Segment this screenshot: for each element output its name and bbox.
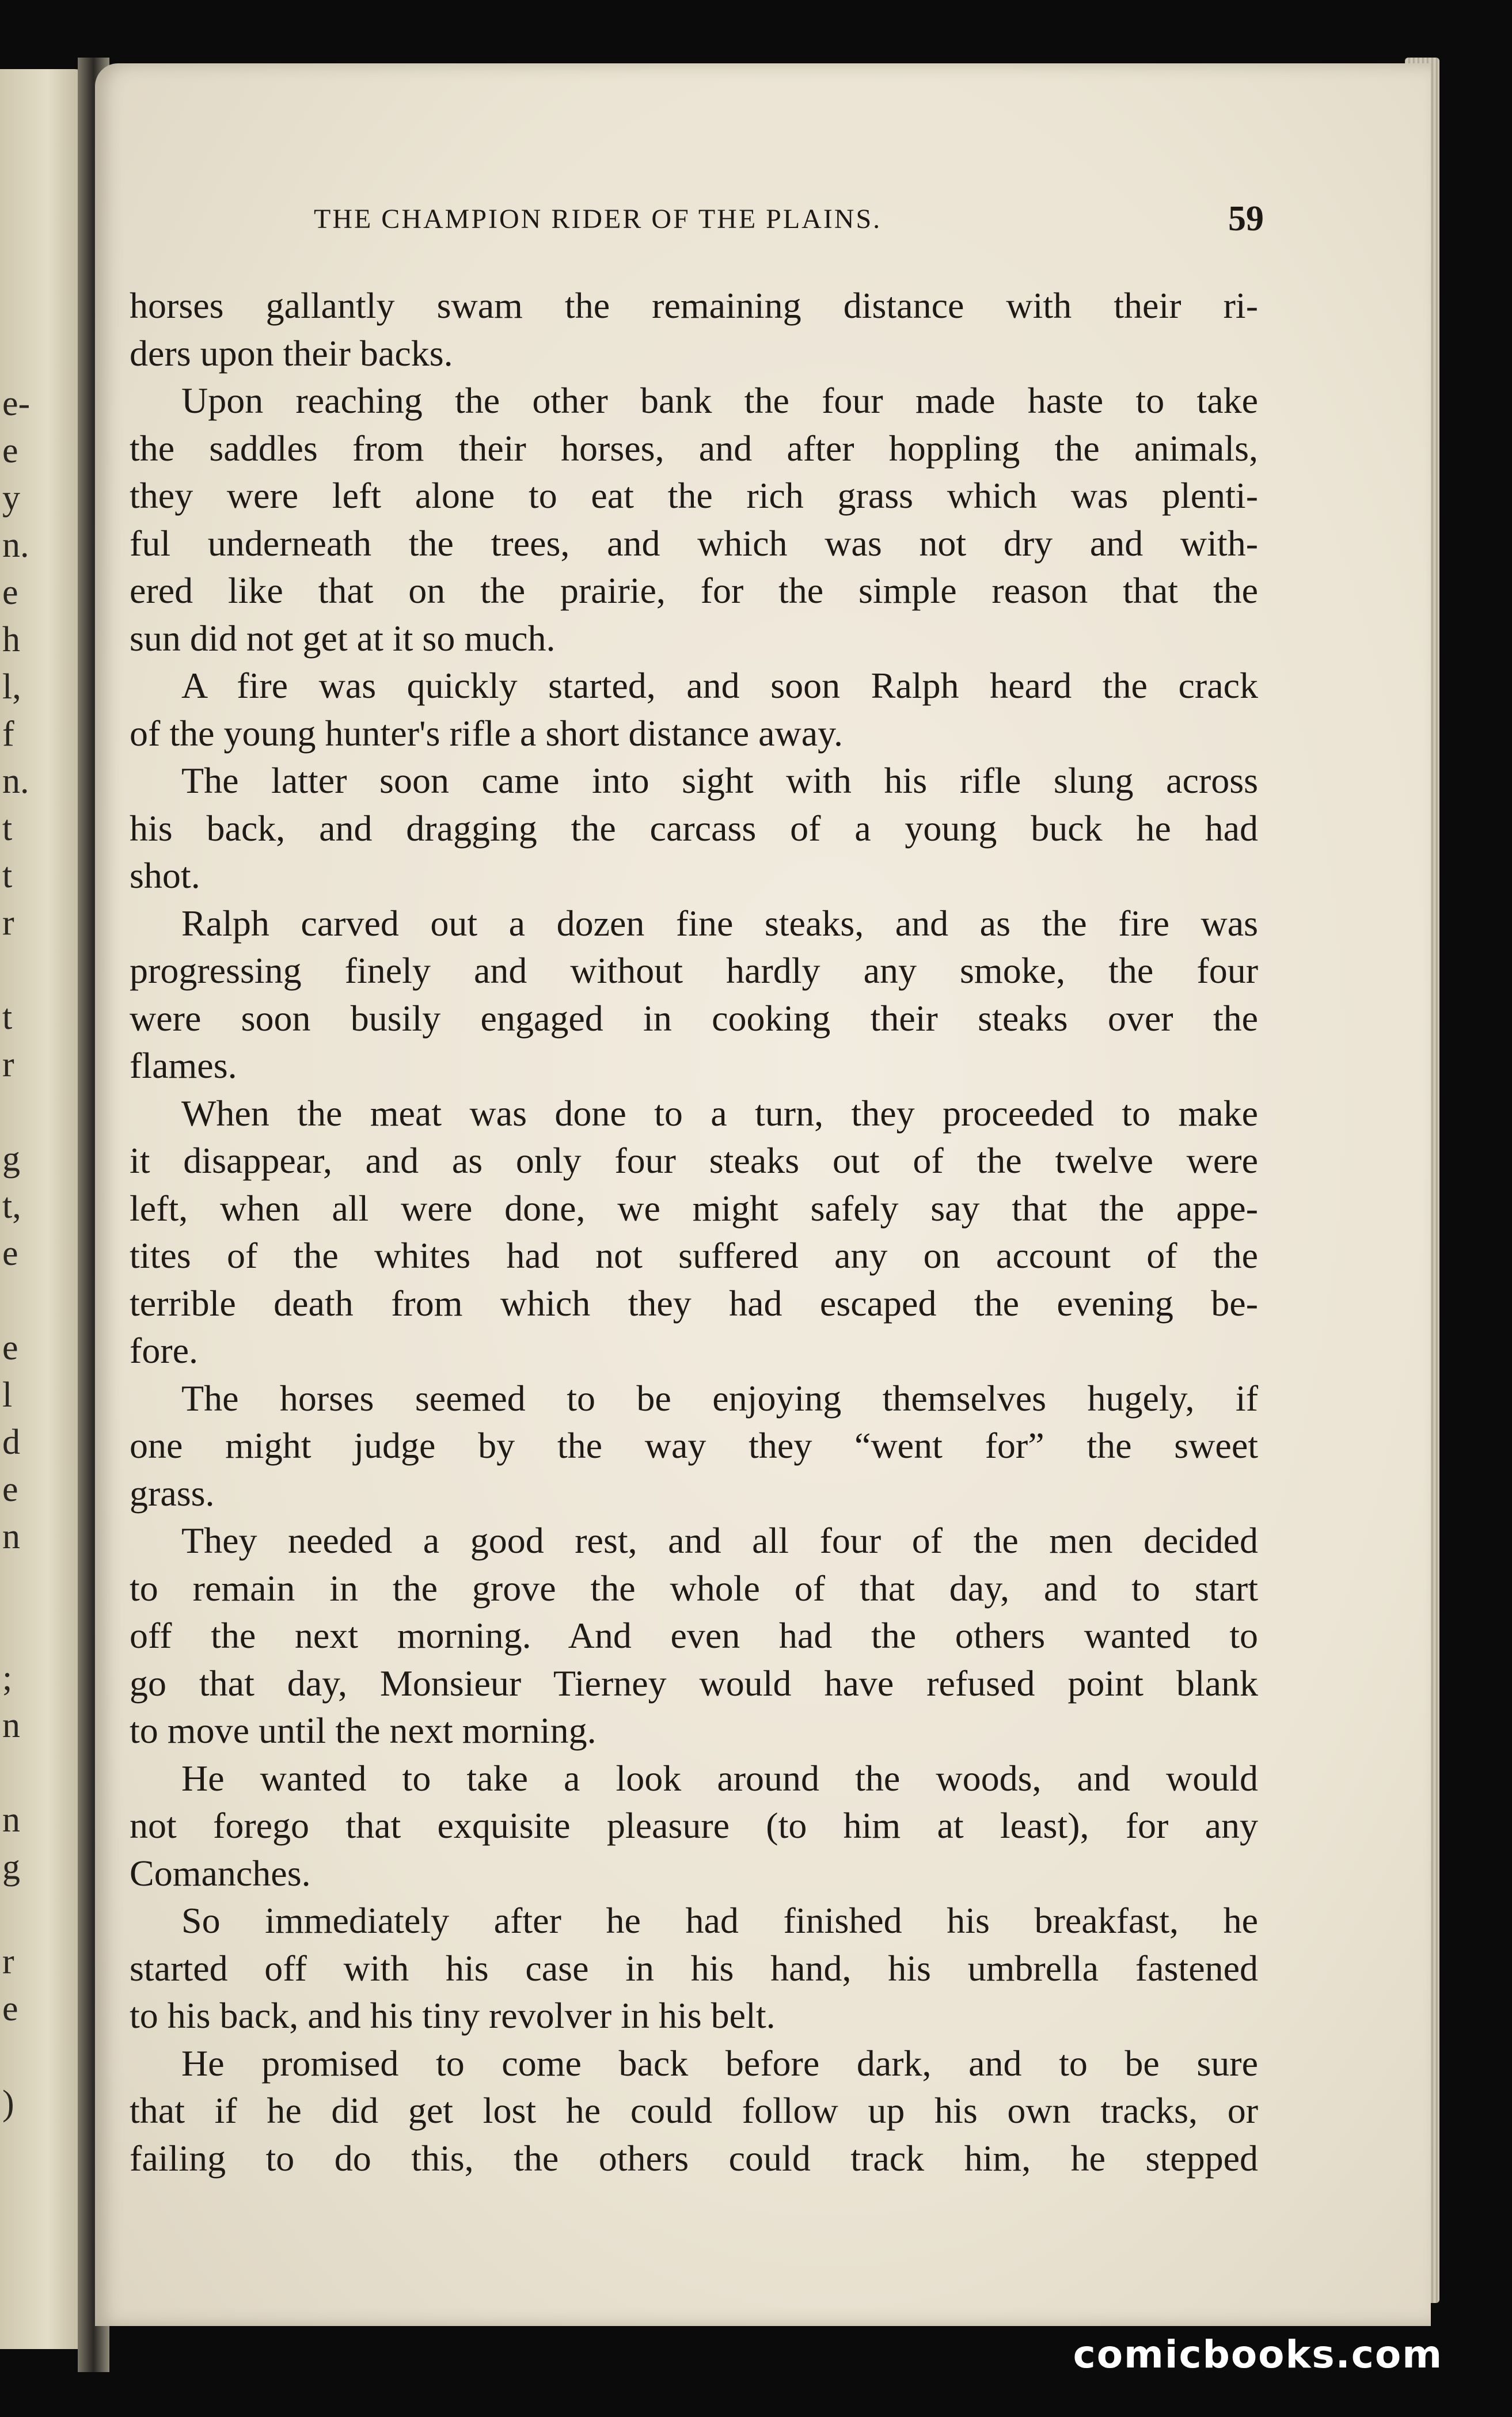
text-line: They needed a good rest, and all four of the men decided xyxy=(181,1520,1258,1561)
text-line: sun did not get at it so much. xyxy=(130,617,556,659)
facing-page-fragment: t, xyxy=(2,1187,21,1226)
text-line: flames. xyxy=(130,1045,237,1086)
running-head xyxy=(216,199,1264,245)
facing-page-fragment: ; xyxy=(2,1659,13,1698)
facing-page-fragment: r xyxy=(2,1045,14,1084)
facing-page-fragment xyxy=(2,1088,25,1135)
text-line: The horses seemed to be enjoying themselves hugely, if xyxy=(181,1377,1258,1419)
text-line: The latter soon came into sight with his rifle slung across xyxy=(181,760,1258,801)
facing-page-fragment: g xyxy=(2,1139,20,1179)
text-line: go that day, Monsieur Tierney would have refused point blank xyxy=(130,1662,1258,1704)
facing-page-fragment: e xyxy=(2,1234,18,1273)
facing-page-fragment: h xyxy=(2,620,20,659)
text-line: Upon reaching the other bank the four made haste to take xyxy=(181,380,1258,421)
facing-page-fragment: ) xyxy=(2,2084,14,2123)
facing-page-fragment: n. xyxy=(2,762,29,801)
text-line: tites of the whites had not suffered any on account of the xyxy=(130,1235,1258,1276)
text-line: ful underneath the trees, and which was not dry and with- xyxy=(130,522,1258,564)
text-line: fore. xyxy=(130,1330,199,1371)
facing-page-fragment xyxy=(2,1607,25,1655)
text-line: his back, and dragging the carcass of a young buck he had xyxy=(130,807,1258,849)
facing-page-fragment: y xyxy=(2,478,20,518)
text-line: shot. xyxy=(130,855,200,896)
facing-page-fragment: l xyxy=(2,1375,13,1415)
facing-page-fragment: n xyxy=(2,1800,20,1840)
facing-page-fragment xyxy=(2,1891,25,1938)
facing-page-fragment: e xyxy=(2,1470,18,1509)
text-line: the saddles from their horses, and after hoppling the animals, xyxy=(130,427,1258,469)
text-line: to his back, and his tiny revolver in his belt. xyxy=(130,1995,776,2036)
facing-page-fragment: t xyxy=(2,856,13,895)
text-line: off the next morning. And even had the others wanted to xyxy=(130,1615,1258,1656)
facing-page-fragment: e xyxy=(2,573,18,612)
watermark: comicbooks.com xyxy=(1073,2332,1443,2377)
facing-page-fragment: t xyxy=(2,809,13,848)
text-line: left, when all were done, we might safely say that the appe- xyxy=(130,1187,1258,1229)
text-line: ders upon their backs. xyxy=(130,332,453,374)
text-line: Ralph carved out a dozen fine steaks, and as the fire was xyxy=(181,902,1258,944)
text-line: started off with his case in his hand, his umbrella fastened xyxy=(130,1947,1258,1989)
body-text xyxy=(130,282,1258,2182)
text-line: to remain in the grove the whole of that day, and to start xyxy=(130,1567,1258,1609)
facing-page-fragment: n xyxy=(2,1517,20,1556)
text-line: He promised to come back before dark, and to be sure xyxy=(181,2042,1258,2084)
text-line: one might judge by the way they “went for” the sweet xyxy=(130,1425,1258,1466)
text-line: it disappear, and as only four steaks out of the twelve were xyxy=(130,1140,1258,1181)
text-line: not forego that exquisite pleasure (to him at least), for any xyxy=(130,1805,1258,1846)
text-line: grass. xyxy=(130,1472,215,1514)
text-line: horses gallantly swam the remaining distance with their ri- xyxy=(130,285,1258,326)
facing-page-fragment: f xyxy=(2,715,14,754)
text-line: A fire was quickly started, and soon Ralph heard the crack xyxy=(181,665,1258,706)
facing-page-fragments xyxy=(2,380,31,2127)
running-title: THE CHAMPION RIDER OF THE PLAINS. xyxy=(314,204,882,234)
text-line: Comanches. xyxy=(130,1852,311,1894)
facing-page-fragment xyxy=(2,1560,25,1607)
text-line: ered like that on the prairie, for the simple reason that the xyxy=(130,570,1258,611)
facing-page-fragment xyxy=(2,947,25,994)
facing-page-fragment: l, xyxy=(2,667,21,706)
facing-page-fragment: g xyxy=(2,1848,20,1887)
text-line: progressing finely and without hardly any smoke, the four xyxy=(130,950,1258,991)
text-line: to move until the next morning. xyxy=(130,1710,597,1751)
text-line: were soon busily engaged in cooking their steaks over the xyxy=(130,997,1258,1039)
page-number: 59 xyxy=(1228,199,1264,238)
facing-page-fragment: r xyxy=(2,1942,14,1981)
facing-page-fragment: e xyxy=(2,431,18,470)
facing-page-edge xyxy=(0,69,86,2349)
facing-page-fragment xyxy=(2,1749,25,1796)
facing-page-fragment xyxy=(2,2032,25,2080)
text-line: He wanted to take a look around the woods, and would xyxy=(181,1757,1258,1799)
text-line: they were left alone to eat the rich grass which was plenti- xyxy=(130,475,1258,516)
text-line: So immediately after he had finished his breakfast, he xyxy=(181,1900,1258,1941)
text-line: of the young hunter's rifle a short distance away. xyxy=(130,712,843,754)
text-line: that if he did get lost he could follow up his own tracks, or xyxy=(130,2090,1258,2131)
facing-page-fragment xyxy=(2,1277,25,1324)
text-line: terrible death from which they had escaped the evening be- xyxy=(130,1282,1258,1324)
facing-page-fragment: d xyxy=(2,1423,20,1462)
facing-page-fragment: n. xyxy=(2,526,29,565)
text-line: When the meat was done to a turn, they proceeded to make xyxy=(181,1092,1258,1134)
text-line: failing to do this, the others could track him, he stepped xyxy=(130,2137,1258,2179)
facing-page-fragment: e xyxy=(2,1989,18,2028)
facing-page-fragment: t xyxy=(2,998,13,1037)
facing-page-fragment: r xyxy=(2,903,14,943)
facing-page-fragment: e- xyxy=(2,384,31,423)
facing-page-fragment: n xyxy=(2,1706,20,1745)
facing-page-fragment: e xyxy=(2,1328,18,1367)
